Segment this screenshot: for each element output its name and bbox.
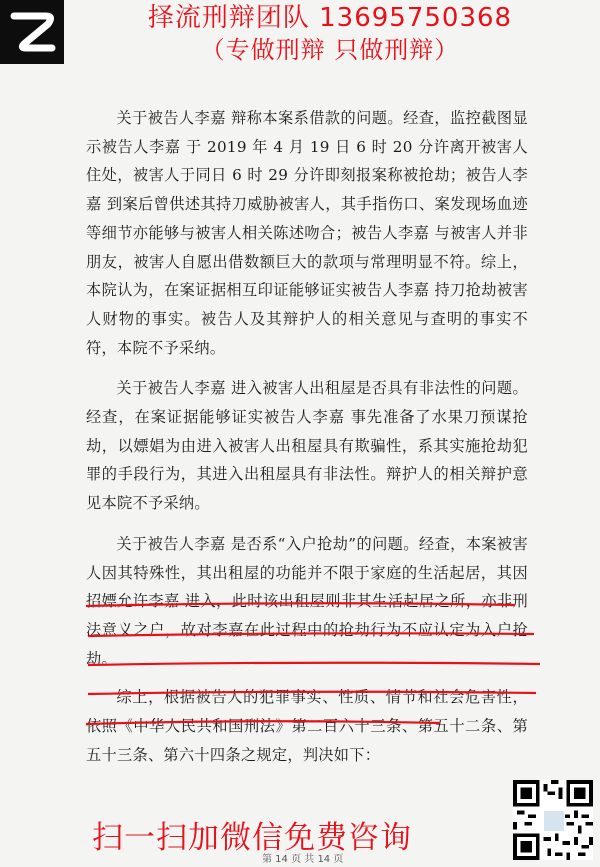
- header-subtitle: （专做刑辩 只做刑辩）: [200, 36, 460, 64]
- paragraph-conclusion: 综上，根据被告人的犯罪事实、性质、情节和社会危害性，依照《中华人民共和国刑法》第二百六十三条、第五十二条、第五十三条、第六十四条之规定，判决如下：: [86, 688, 528, 764]
- wechat-consult-cta: 扫一扫加微信免费咨询: [92, 820, 412, 856]
- paragraph-home-robbery: 关于被告人李嘉 是否系“入户抢劫”的问题。经查，本案被害人因其特殊性，其出租屋的功能并不限于家庭的生活起居，其因招嫖允许李嘉 进入，此时该出租屋则非其生活起居之所，亦非刑法意义之户，故对李嘉在此过程中的抢劫行为不应认定为入户抢劫。: [86, 534, 528, 668]
- page-number: 第 14 页 共 14 页: [262, 854, 344, 865]
- header-title: 择流刑辩团队 13695750368: [147, 3, 513, 33]
- header-banner: [60, 2, 600, 66]
- paragraph-illegal-entry: 关于被告人李嘉 进入被害人出租屋是否具有非法性的问题。经查，在案证据能够证实被告人李嘉 事先准备了水果刀预谋抢劫，以嫖娼为由进入被害人出租屋具有欺骗性，系其实施抢劫犯罪的手段行为，其进入出租屋具有非法性。辩护人的相关辩护意见本院不予采纳。: [86, 379, 528, 513]
- z-logo-icon: [0, 0, 64, 64]
- paragraph-loan-defense: 关于被告人李嘉 辩称本案系借款的问题。经查，监控截图显示被告人李嘉 于 2019 年 4 月 19 日 6 时 20 分许离开被害人住处，被害人于同日 6 时 29 分许即刻报案称被抢劫；被告人李嘉 到案后曾供述其持刀威胁被害人，其手指伤口、案发现场血迹等细节亦能够与被害人相关陈述吻合；被告人李嘉 与被害人并非朋友，被害人自愿出借数额巨大的款项与常理明显不符。综上，本院认为，在案证据相互印证能够证实被告人李嘉 持刀抢劫被害人财物的事实。被告人及其辩护人的相关意见与查明的事实不符，本院不予采纳。: [86, 109, 528, 357]
- avatar: [543, 810, 565, 832]
- judgment-text: [86, 104, 528, 781]
